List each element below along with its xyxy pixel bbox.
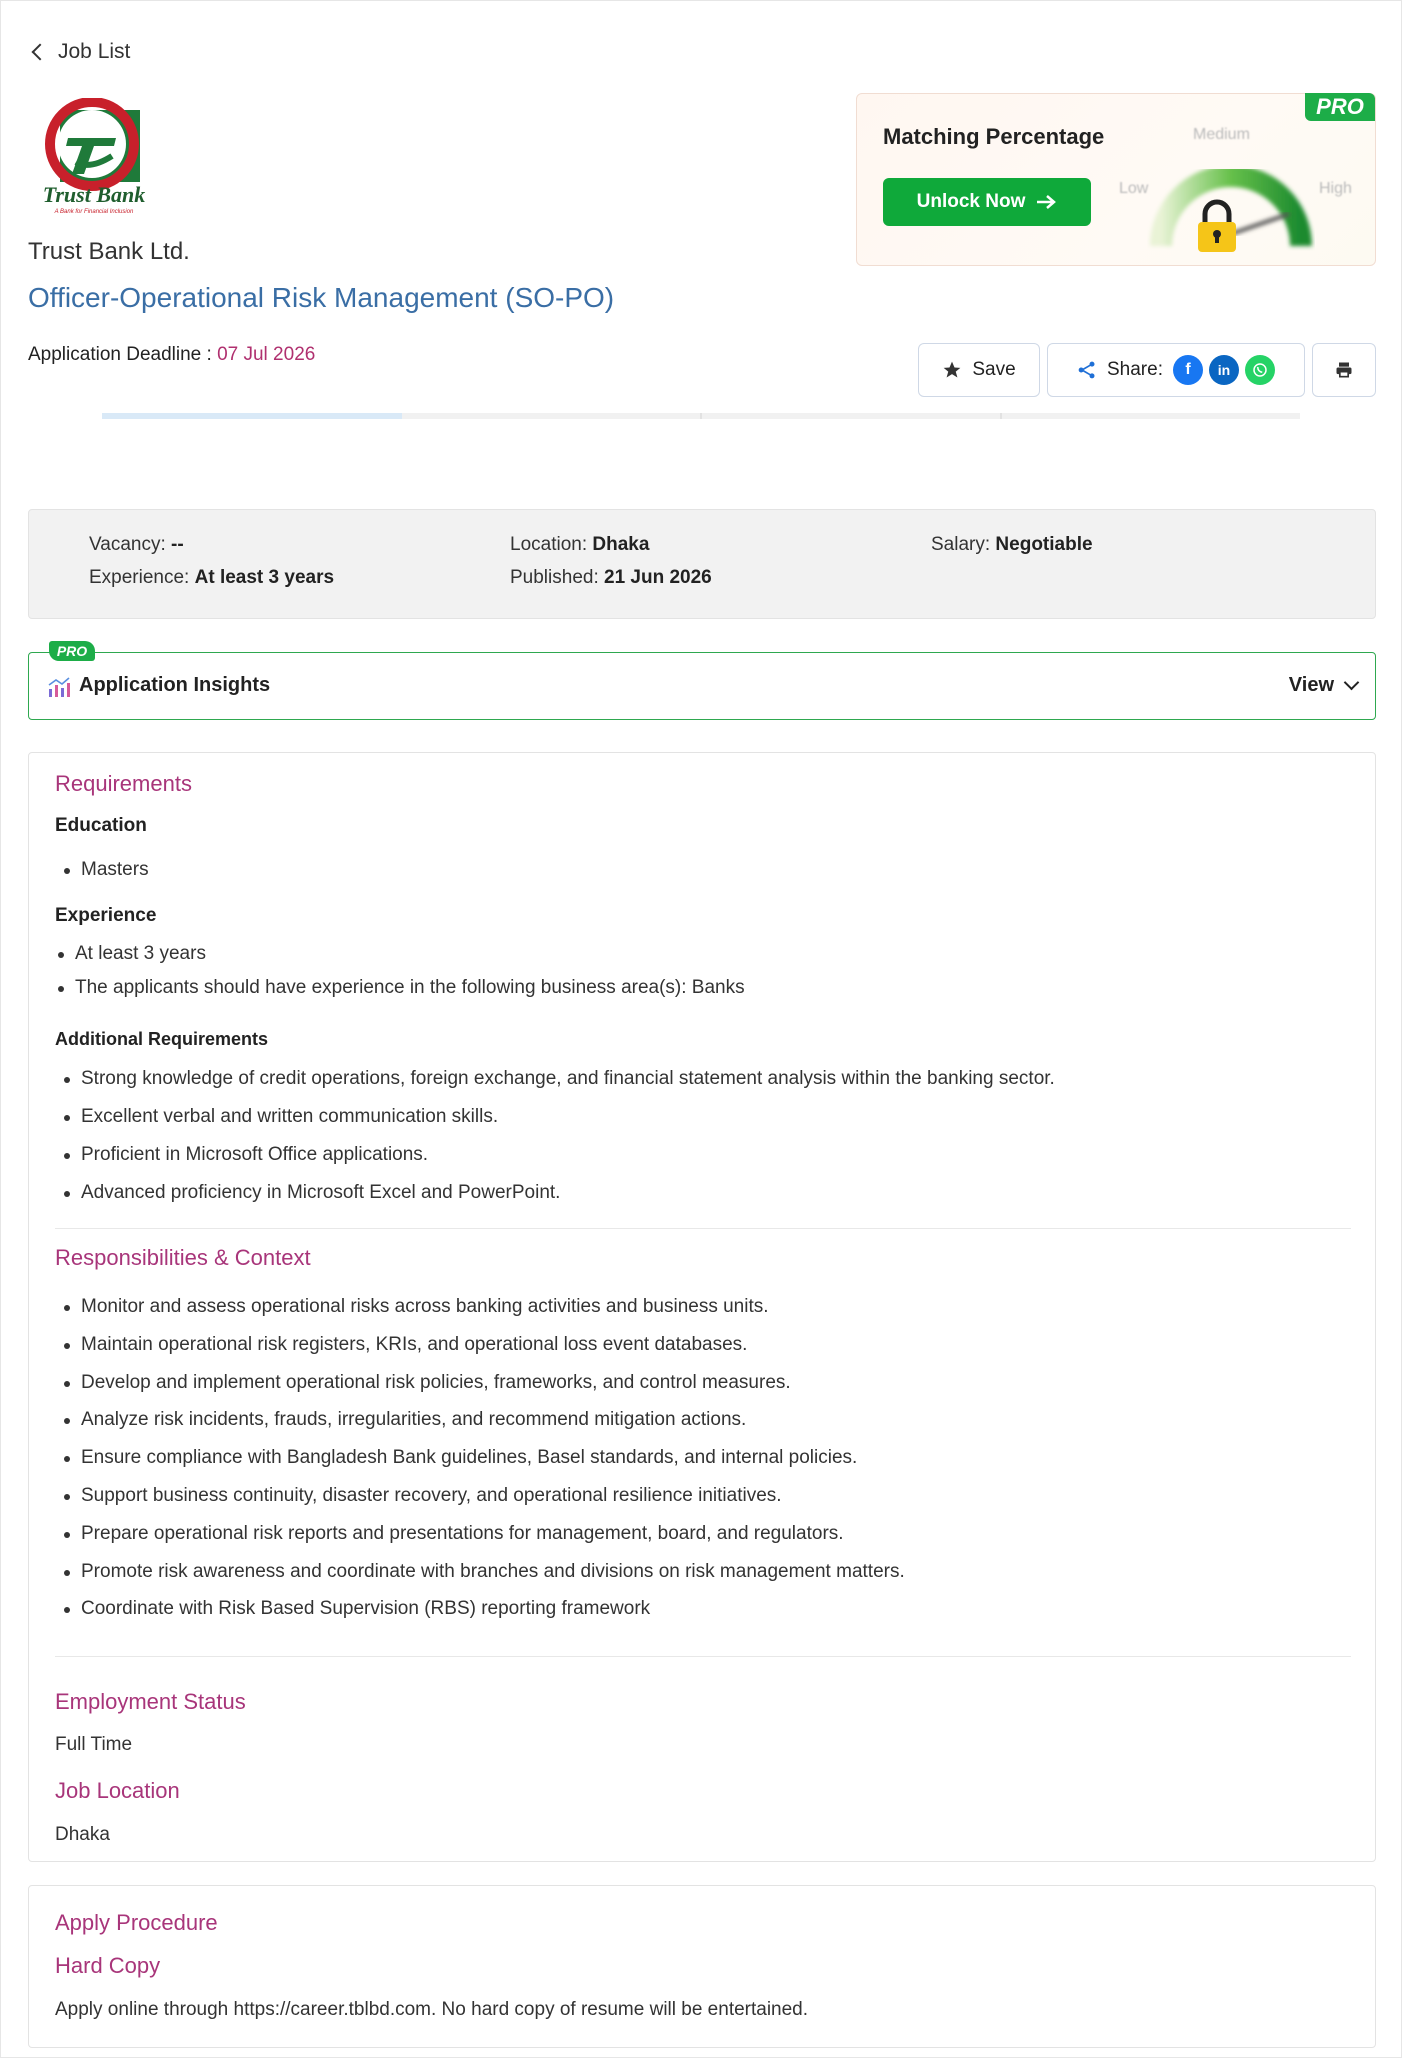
section-divider <box>55 1228 1351 1229</box>
published-label: Published: <box>510 567 599 588</box>
salary-info <box>931 534 1093 556</box>
responsibility-item: Develop and implement operational risk policies, frameworks, and control measures. <box>55 1372 791 1394</box>
experience-info <box>89 567 334 589</box>
additional-item: Advanced proficiency in Microsoft Excel and PowerPoint. <box>55 1182 560 1204</box>
unlock-now-button[interactable] <box>883 178 1091 226</box>
salary-value: Negotiable <box>995 534 1093 555</box>
education-title: Education <box>55 815 147 836</box>
responsibility-item: Coordinate with Risk Based Supervision (RBS) reporting framework <box>55 1598 650 1620</box>
printer-icon <box>1334 360 1354 380</box>
whatsapp-icon[interactable] <box>1245 355 1275 385</box>
responsibility-item: Prepare operational risk reports and presentations for management, board, and regulators. <box>55 1523 844 1545</box>
hard-copy-title: Hard Copy <box>55 1953 161 1978</box>
experience-title: Experience <box>55 905 157 926</box>
company-logo <box>32 98 158 216</box>
section-divider <box>55 1656 1351 1657</box>
chevron-left-icon <box>32 44 49 61</box>
progress-fill <box>102 413 402 419</box>
share-box <box>1047 343 1305 397</box>
vacancy-value: -- <box>171 534 184 555</box>
logo-tagline: A Bank for Financial Inclusion <box>54 209 134 215</box>
apply-procedure-title: Apply Procedure <box>55 1910 218 1935</box>
published-info <box>510 567 712 589</box>
experience-item: At least 3 years <box>49 943 206 965</box>
share-label: Share: <box>1107 359 1163 380</box>
view-label: View <box>1288 674 1334 696</box>
location-value: Dhaka <box>592 534 650 555</box>
additional-item: Proficient in Microsoft Office applications. <box>55 1144 428 1166</box>
vacancy-label: Vacancy: <box>89 534 166 555</box>
application-insights-bar[interactable] <box>28 643 1376 720</box>
gauge-medium-label: Medium <box>1193 126 1250 143</box>
matching-title: Matching Percentage <box>883 124 1105 149</box>
job-summary-box <box>28 509 1376 619</box>
arrow-right-icon <box>1035 194 1057 210</box>
education-item: Masters <box>55 859 149 881</box>
responsibility-item: Support business continuity, disaster recovery, and operational resilience initiatives. <box>55 1485 782 1507</box>
job-location-title: Job Location <box>55 1778 180 1803</box>
gauge-high-label: High <box>1319 180 1352 197</box>
company-name: Trust Bank Ltd. <box>28 238 190 265</box>
requirements-title: Requirements <box>55 771 192 796</box>
chart-icon <box>47 675 71 699</box>
additional-item: Strong knowledge of credit operations, foreign exchange, and financial statement analysis within the banking sector. <box>55 1068 1055 1090</box>
save-label: Save <box>972 359 1016 380</box>
deadline-date: 07 Jul 2026 <box>217 344 316 365</box>
print-button[interactable] <box>1312 343 1376 397</box>
match-gauge <box>1119 116 1359 252</box>
lock-icon <box>1198 202 1236 252</box>
unlock-label: Unlock Now <box>916 191 1026 212</box>
matching-percentage-card <box>856 93 1376 266</box>
apply-instructions: Apply online through https://career.tblbd.com. No hard copy of resume will be entertained. <box>55 1999 809 2020</box>
job-details-card <box>28 752 1376 1862</box>
responsibility-item: Ensure compliance with Bangladesh Bank guidelines, Basel standards, and internal policies. <box>55 1447 857 1469</box>
published-value: 21 Jun 2026 <box>604 567 712 588</box>
additional-requirements-title: Additional Requirements <box>55 1029 269 1049</box>
progress-divider <box>700 413 702 419</box>
share-icon <box>1077 360 1097 380</box>
job-location-value: Dhaka <box>55 1824 110 1845</box>
additional-item: Excellent verbal and written communication skills. <box>55 1106 498 1128</box>
gauge-low-label: Low <box>1119 180 1149 197</box>
pro-badge: PRO <box>1305 93 1375 121</box>
back-to-job-list-link[interactable] <box>30 40 130 64</box>
experience-value: At least 3 years <box>194 567 335 588</box>
salary-label: Salary: <box>931 534 991 555</box>
vacancy-info <box>89 534 184 556</box>
application-deadline <box>28 344 315 366</box>
responsibilities-title: Responsibilities & Context <box>55 1245 311 1270</box>
responsibility-item: Maintain operational risk registers, KRIs, and operational loss event databases. <box>55 1334 747 1356</box>
linkedin-icon[interactable]: in <box>1209 355 1239 385</box>
facebook-icon[interactable]: f <box>1173 355 1203 385</box>
star-icon <box>942 360 962 380</box>
employment-status-value: Full Time <box>55 1734 133 1755</box>
responsibility-item: Monitor and assess operational risks across banking activities and business units. <box>55 1296 769 1318</box>
back-link-label: Job List <box>58 40 131 63</box>
chevron-down-icon <box>1344 675 1360 691</box>
insights-label: Application Insights <box>79 674 271 696</box>
section-progress-bar <box>102 413 1300 419</box>
deadline-label: Application Deadline : <box>28 344 212 365</box>
location-info <box>510 534 649 556</box>
experience-item: The applicants should have experience in the following business area(s): Banks <box>49 977 745 999</box>
progress-divider <box>1000 413 1002 419</box>
logo-wordmark: Trust Bank <box>42 182 146 207</box>
location-label: Location: <box>510 534 588 555</box>
insights-view-toggle[interactable] <box>1289 674 1357 697</box>
job-title: Officer-Operational Risk Management (SO-PO) <box>28 282 615 313</box>
apply-procedure-card <box>28 1885 1376 2048</box>
experience-label: Experience: <box>89 567 190 588</box>
insights-pro-badge: PRO <box>49 641 95 661</box>
employment-status-title: Employment Status <box>55 1689 246 1714</box>
responsibility-item: Promote risk awareness and coordinate with branches and divisions on risk management matters. <box>55 1561 905 1583</box>
save-button[interactable] <box>918 343 1040 397</box>
responsibility-item: Analyze risk incidents, frauds, irregularities, and recommend mitigation actions. <box>55 1409 746 1431</box>
